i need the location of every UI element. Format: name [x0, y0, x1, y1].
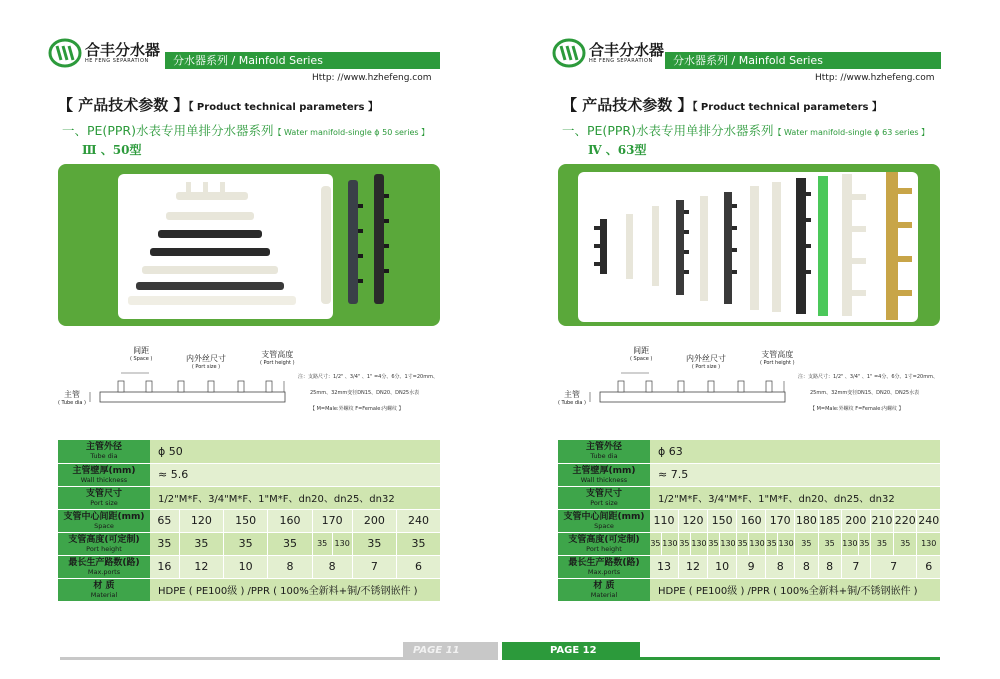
table-row-height: [558, 532, 940, 555]
port-height-label-en: ( Port height ): [760, 360, 795, 366]
max-ports-cell: 13: [650, 555, 679, 578]
row-label-en: Wall thickness: [80, 475, 128, 484]
row-label-en: Port height: [586, 544, 622, 553]
row-label-en: Material: [590, 590, 618, 599]
space-cell: 150: [224, 509, 268, 532]
table-row-max-ports: [558, 555, 940, 578]
series-bar: 分水器系列 / Mainfold Series: [665, 52, 941, 69]
product-photo: [558, 164, 940, 326]
brand-name-cn: 合丰分水器: [589, 41, 665, 59]
section-title: [562, 94, 882, 115]
row-label-en: Tube dia: [90, 452, 118, 461]
max-ports-cell: 6: [397, 555, 441, 578]
row-label-en: Max.ports: [87, 567, 121, 576]
height-cell: 35: [766, 532, 778, 555]
row-label-en: Wall thickness: [580, 475, 628, 484]
table-row-height: [58, 532, 440, 555]
table-row-wall: [58, 463, 440, 486]
max-ports-cell: 16: [150, 555, 179, 578]
spacing-label-en: ( Space ): [630, 356, 653, 362]
max-ports-cell: 8: [268, 555, 312, 578]
height-cell: 35: [737, 532, 749, 555]
row-label-cn: 支管高度(可定制): [568, 534, 640, 545]
height-cell: 35: [268, 532, 312, 555]
port-size-label-cn: 内外丝尺寸: [686, 354, 726, 363]
brand-logo: [552, 38, 664, 68]
row-label-en: Max.ports: [587, 567, 621, 576]
row-label-cn: 主管壁厚(mm): [572, 465, 636, 476]
row-label-cn: 材 质: [593, 580, 615, 591]
height-cell: 130: [661, 532, 678, 555]
port-size-value: 1/2"M*F、3/4"M*F、1"M*F、dn20、dn25、dn32: [650, 486, 940, 509]
row-label-en: Tube dia: [590, 452, 618, 461]
max-ports-cell: 7: [841, 555, 870, 578]
wall-value: ≈ 5.6: [150, 463, 440, 486]
row-label-cn: 材 质: [93, 580, 115, 591]
port-size-label-en: ( Port size ): [191, 364, 221, 370]
brand-logo: [48, 38, 160, 68]
brand-name-en: HE FENG SEPARATION: [589, 58, 653, 64]
space-cell: 220: [894, 509, 917, 532]
subtitle-cn: 一、PE(PPR)水表专用单排分水器系列: [562, 123, 774, 138]
note-line-2: 25mm、32mm变径DN15、DN20、DN25水表: [810, 390, 920, 396]
height-cell: 35: [795, 532, 818, 555]
max-ports-cell: 10: [708, 555, 737, 578]
height-cell: 35: [179, 532, 223, 555]
row-label-cn: 最长生产路数(路): [68, 557, 140, 568]
max-ports-cell: 8: [766, 555, 795, 578]
footer-line-right: [640, 657, 940, 660]
space-cell: 170: [312, 509, 352, 532]
port-height-label: [260, 349, 295, 366]
height-cell: 35: [397, 532, 441, 555]
port-size-label: [686, 353, 726, 370]
subtitle-en: 【 Water manifold-single ϕ 63 series 】: [773, 128, 930, 137]
tube-dia-value: ϕ 50: [150, 440, 440, 463]
model-label: Ⅳ 、63型: [588, 143, 647, 157]
height-cell: 130: [748, 532, 765, 555]
space-cell: 180: [795, 509, 818, 532]
port-size-label-cn: 内外丝尺寸: [186, 354, 226, 363]
max-ports-cell: 8: [818, 555, 841, 578]
material-value: HDPE ( PE100级 ) /PPR ( 100%全新料+铜/不锈钢嵌件 ): [650, 578, 940, 601]
tube-label-en: ( Tube dia ): [58, 400, 87, 406]
manifold-photo-illustration: [558, 164, 940, 326]
row-label-en: Port height: [86, 544, 122, 553]
dimension-diagram: [558, 343, 940, 428]
max-ports-cell: 8: [795, 555, 818, 578]
height-cell: 130: [917, 532, 940, 555]
height-cell: 130: [690, 532, 707, 555]
manifold-photo-illustration: [58, 164, 440, 326]
space-cell: 120: [679, 509, 708, 532]
height-cell: 35: [818, 532, 841, 555]
row-label-cn: 主管外径: [85, 442, 122, 453]
website-url: Http: //www.hzhefeng.com: [815, 73, 935, 83]
height-cell: 35: [859, 532, 871, 555]
space-cell: 185: [818, 509, 841, 532]
port-size-label: [186, 353, 226, 370]
row-label-en: Space: [594, 521, 614, 530]
height-cell: 35: [894, 532, 917, 555]
height-cell: 35: [679, 532, 691, 555]
port-height-label: [760, 349, 795, 366]
brand-name-en: HE FENG SEPARATION: [85, 58, 149, 64]
space-cell: 160: [737, 509, 766, 532]
note-line-1: 注：支路尺寸：1/2" 、3/4" 、1" =4分、6分、1寸=20mm、: [298, 374, 438, 380]
page-right: [500, 0, 1000, 679]
series-subtitle: [62, 121, 429, 139]
spacing-label-cn: 间距: [633, 346, 650, 355]
row-label-cn: 支管尺寸: [85, 488, 122, 499]
max-ports-cell: 10: [224, 555, 268, 578]
max-ports-cell: 12: [679, 555, 708, 578]
table-row-port-size: [58, 486, 440, 509]
port-height-label-cn: 支管高度: [261, 350, 294, 359]
row-label-cn: 支管中心间距(mm): [63, 511, 145, 522]
space-cell: 150: [708, 509, 737, 532]
tube-label-en: ( Tube dia ): [558, 400, 587, 406]
table-row-tube-dia: [58, 440, 440, 463]
row-label-cn: 支管尺寸: [585, 488, 622, 499]
footer-line-left: [60, 657, 403, 660]
spacing-label: [130, 345, 152, 362]
height-cell: 130: [841, 532, 858, 555]
table-row-tube-dia: [558, 440, 940, 463]
table-row-port-size: [558, 486, 940, 509]
table-row-wall: [558, 463, 940, 486]
section-title-cn: 【 产品技术参数 】: [58, 96, 189, 114]
spacing-label-cn: 间距: [133, 346, 150, 355]
space-cell: 110: [650, 509, 679, 532]
row-label-cn: 支管高度(可定制): [68, 534, 140, 545]
note-line-3: 【 M=Male:外螺纹 F=Female:内螺纹 】: [310, 406, 404, 412]
tube-label-cn: 主管: [64, 390, 80, 399]
spacing-label-en: ( Space ): [130, 356, 153, 362]
port-height-label-cn: 支管高度: [761, 350, 794, 359]
space-cell: 240: [397, 509, 441, 532]
section-title-en: 【 Product technical parameters 】: [692, 102, 882, 113]
max-ports-cell: 8: [312, 555, 352, 578]
space-cell: 200: [841, 509, 870, 532]
tube-label: [558, 389, 586, 406]
table-row-space: [558, 509, 940, 532]
height-cell: 35: [352, 532, 396, 555]
table-row-material: [58, 578, 440, 601]
series-subtitle: [562, 121, 929, 139]
space-cell: 200: [352, 509, 396, 532]
brand-name-cn: 合丰分水器: [85, 41, 161, 59]
model-label: Ⅲ 、50型: [82, 143, 142, 157]
section-title-cn: 【 产品技术参数 】: [562, 96, 693, 114]
page-number-left: PAGE 11: [403, 642, 498, 660]
max-ports-cell: 9: [737, 555, 766, 578]
space-cell: 210: [870, 509, 893, 532]
page-number-right: PAGE 12: [502, 642, 640, 660]
dimension-diagram: [58, 343, 440, 428]
row-label-cn: 最长生产路数(路): [568, 557, 640, 568]
row-label-en: Material: [90, 590, 118, 599]
wall-value: ≈ 7.5: [650, 463, 940, 486]
height-cell: 35: [312, 532, 332, 555]
port-height-label-en: ( Port height ): [260, 360, 295, 366]
table-row-max-ports: [58, 555, 440, 578]
table-row-material: [558, 578, 940, 601]
logo-mark-icon: [552, 38, 586, 68]
height-cell: 130: [778, 532, 795, 555]
height-cell: 35: [708, 532, 720, 555]
subtitle-cn: 一、PE(PPR)水表专用单排分水器系列: [62, 123, 274, 138]
height-cell: 130: [719, 532, 736, 555]
spacing-label: [630, 345, 652, 362]
max-ports-cell: 7: [870, 555, 917, 578]
section-title-en: 【 Product technical parameters 】: [188, 102, 378, 113]
table-row-space: [58, 509, 440, 532]
space-cell: 65: [150, 509, 179, 532]
row-label-en: Port size: [90, 498, 118, 507]
max-ports-cell: 6: [917, 555, 940, 578]
max-ports-cell: 7: [352, 555, 396, 578]
note-line-1: 注：支路尺寸：1/2" 、3/4" 、1" =4分、6分、1寸=20mm、: [798, 374, 938, 380]
port-size-label-en: ( Port size ): [691, 364, 721, 370]
port-size-value: 1/2"M*F、3/4"M*F、1"M*F、dn20、dn25、dn32: [150, 486, 440, 509]
series-bar: 分水器系列 / Mainfold Series: [165, 52, 440, 69]
note-line-2: 25mm、32mm变径DN15、DN20、DN25水表: [310, 390, 420, 396]
spec-table-left: [58, 440, 440, 602]
tube-label: [58, 389, 86, 406]
product-photo: [58, 164, 440, 326]
spec-table-right: [558, 440, 940, 602]
space-cell: 240: [917, 509, 940, 532]
logo-mark-icon: [48, 38, 82, 68]
material-value: HDPE ( PE100级 ) /PPR ( 100%全新料+铜/不锈钢嵌件 ): [150, 578, 440, 601]
height-cell: 35: [224, 532, 268, 555]
max-ports-cell: 12: [179, 555, 223, 578]
height-cell: 35: [870, 532, 893, 555]
height-cell: 35: [150, 532, 179, 555]
space-cell: 170: [766, 509, 795, 532]
height-cell: 35: [650, 532, 661, 555]
section-title: [58, 94, 378, 115]
height-cell: 130: [332, 532, 352, 555]
note-line-3: 【 M=Male:外螺纹 F=Female:内螺纹 】: [810, 406, 904, 412]
row-label-en: Space: [94, 521, 114, 530]
tube-dia-value: ϕ 63: [650, 440, 940, 463]
subtitle-en: 【 Water manifold-single ϕ 50 series 】: [273, 128, 430, 137]
row-label-cn: 主管壁厚(mm): [72, 465, 136, 476]
tube-label-cn: 主管: [564, 390, 580, 399]
row-label-cn: 支管中心间距(mm): [563, 511, 645, 522]
row-label-cn: 主管外径: [585, 442, 622, 453]
space-cell: 120: [179, 509, 223, 532]
row-label-en: Port size: [590, 498, 618, 507]
space-cell: 160: [268, 509, 312, 532]
website-url: Http: //www.hzhefeng.com: [312, 73, 432, 83]
